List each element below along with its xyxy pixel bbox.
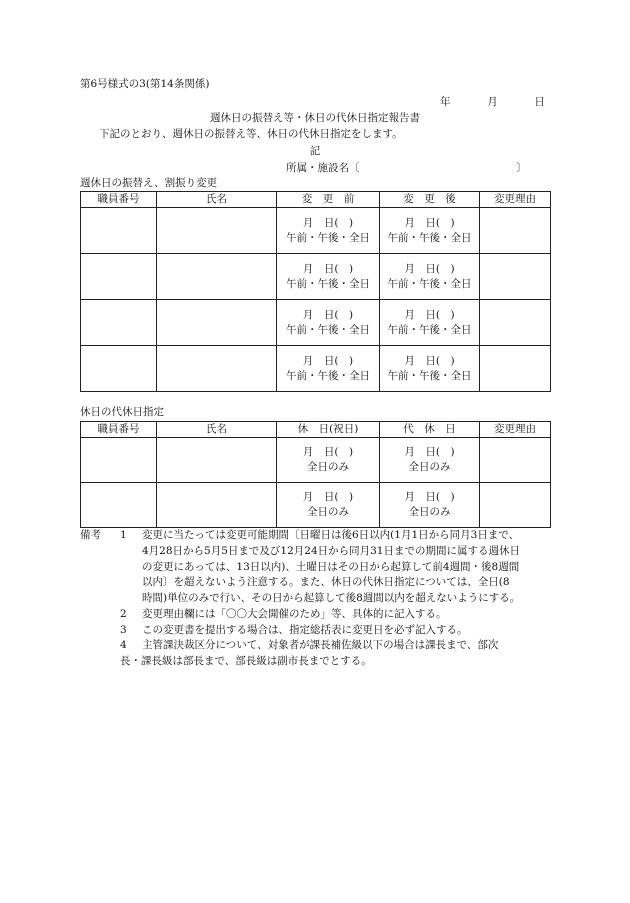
col-header-employee-number: 職員番号 [81, 422, 157, 438]
note-text: 変更に当たっては変更可能期間〔日曜日は後6日以内(1月1日から同月3日まで、 4月28日から5月5日まで及び12月24日から同月31日までの期間に属する週休日 の変更にあっては、13日以内)、土曜日はその日から起算して前4週間・後8週間 以内〕を超えないよう注意する。また、休日の代休日指定については、全日(8 時間)単位のみで行い、その日から起算して後8週間以内を超えないようにする。 [142, 529, 521, 604]
substitute-day-cell[interactable]: 月 日( ) 全日のみ [380, 483, 480, 528]
name-cell[interactable] [157, 254, 277, 300]
notes-section [80, 528, 550, 670]
note-item-3 [80, 623, 550, 639]
employee-number-cell[interactable] [81, 483, 157, 528]
table-header-row [81, 192, 551, 208]
note-text: この変更書を提出する場合は、指定総括表に変更日を必ず記入する。 [142, 623, 468, 636]
note-item-2 [80, 607, 550, 623]
after-change-cell[interactable]: 月 日( ) 午前・午後・全日 [380, 300, 480, 346]
affiliation-close-bracket: 〕 [516, 162, 527, 174]
reason-cell[interactable] [480, 438, 551, 483]
col-header-reason: 変更理由 [480, 192, 551, 208]
reason-cell[interactable] [480, 254, 551, 300]
name-cell[interactable] [157, 300, 277, 346]
section2-label: 休日の代休日指定 [80, 406, 164, 418]
reason-cell[interactable] [480, 300, 551, 346]
note-number: 3 [120, 623, 127, 636]
name-cell[interactable] [157, 208, 277, 254]
employee-number-cell[interactable] [81, 208, 157, 254]
note-text: 主管課決裁区分について、対象者が課長補佐級以下の場合は課長まで、部次 [142, 639, 499, 652]
after-change-cell[interactable]: 月 日( ) 午前・午後・全日 [380, 208, 480, 254]
holiday-substitute-table [80, 421, 551, 528]
substitute-day-cell[interactable]: 月 日( ) 全日のみ [380, 438, 480, 483]
form-number: 第6号様式の3(第14条関係) [80, 78, 210, 90]
table-header-row [81, 422, 551, 438]
before-change-cell[interactable]: 月 日( ) 午前・午後・全日 [277, 346, 380, 392]
holiday-cell[interactable]: 月 日( ) 全日のみ [277, 483, 380, 528]
weekly-holiday-change-table [80, 191, 551, 392]
date-line [440, 96, 545, 109]
col-header-name: 氏名 [157, 422, 277, 438]
date-year-label: 年 [440, 96, 451, 108]
employee-number-cell[interactable] [81, 300, 157, 346]
employee-number-cell[interactable] [81, 346, 157, 392]
table-row [81, 208, 551, 254]
col-header-holiday: 休 日(祝日) [277, 422, 380, 438]
note-item-4-continuation [80, 654, 550, 670]
note-text: 変更理由欄には「〇〇大会開催のため」等、具体的に記入する。 [142, 607, 447, 620]
page-title: 週休日の振替え等・休日の代休日指定報告書 [210, 112, 420, 124]
table-row [81, 483, 551, 528]
col-header-employee-number: 職員番号 [81, 192, 157, 208]
employee-number-cell[interactable] [81, 254, 157, 300]
note-number: 2 [120, 607, 127, 620]
holiday-cell[interactable]: 月 日( ) 全日のみ [277, 438, 380, 483]
after-change-cell[interactable]: 月 日( ) 午前・午後・全日 [380, 346, 480, 392]
employee-number-cell[interactable] [81, 438, 157, 483]
section1-label: 週休日の振替え、割振り変更 [80, 177, 218, 189]
date-month-label: 月 [487, 96, 498, 108]
col-header-substitute-day: 代 休 日 [380, 422, 480, 438]
note-number: 4 [120, 639, 127, 652]
reason-cell[interactable] [480, 208, 551, 254]
affiliation-label: 所属・施設名〔 [286, 162, 360, 174]
name-cell[interactable] [157, 483, 277, 528]
table-row [81, 300, 551, 346]
col-header-after-change: 変 更 後 [380, 192, 480, 208]
after-change-cell[interactable]: 月 日( ) 午前・午後・全日 [380, 254, 480, 300]
reason-cell[interactable] [480, 483, 551, 528]
ki-heading: 記 [309, 145, 321, 157]
notes-heading: 備考 [80, 529, 101, 541]
note-text: 長・課長級は部長まで、部長級は副市長までとする。 [120, 655, 372, 667]
col-header-reason: 変更理由 [480, 422, 551, 438]
intro-text: 下記のとおり、週休日の振替え等、休日の代休日指定をします。 [99, 128, 403, 140]
date-day-label: 日 [534, 96, 545, 108]
note-item-1 [80, 528, 550, 607]
col-header-name: 氏名 [157, 192, 277, 208]
before-change-cell[interactable]: 月 日( ) 午前・午後・全日 [277, 254, 380, 300]
name-cell[interactable] [157, 438, 277, 483]
reason-cell[interactable] [480, 346, 551, 392]
table-row [81, 346, 551, 392]
before-change-cell[interactable]: 月 日( ) 午前・午後・全日 [277, 300, 380, 346]
affiliation-field [286, 162, 527, 175]
before-change-cell[interactable]: 月 日( ) 午前・午後・全日 [277, 208, 380, 254]
table-row [81, 254, 551, 300]
table-row [81, 438, 551, 483]
name-cell[interactable] [157, 346, 277, 392]
note-number: 1 [120, 529, 127, 541]
note-item-4 [80, 638, 550, 654]
col-header-before-change: 変 更 前 [277, 192, 380, 208]
